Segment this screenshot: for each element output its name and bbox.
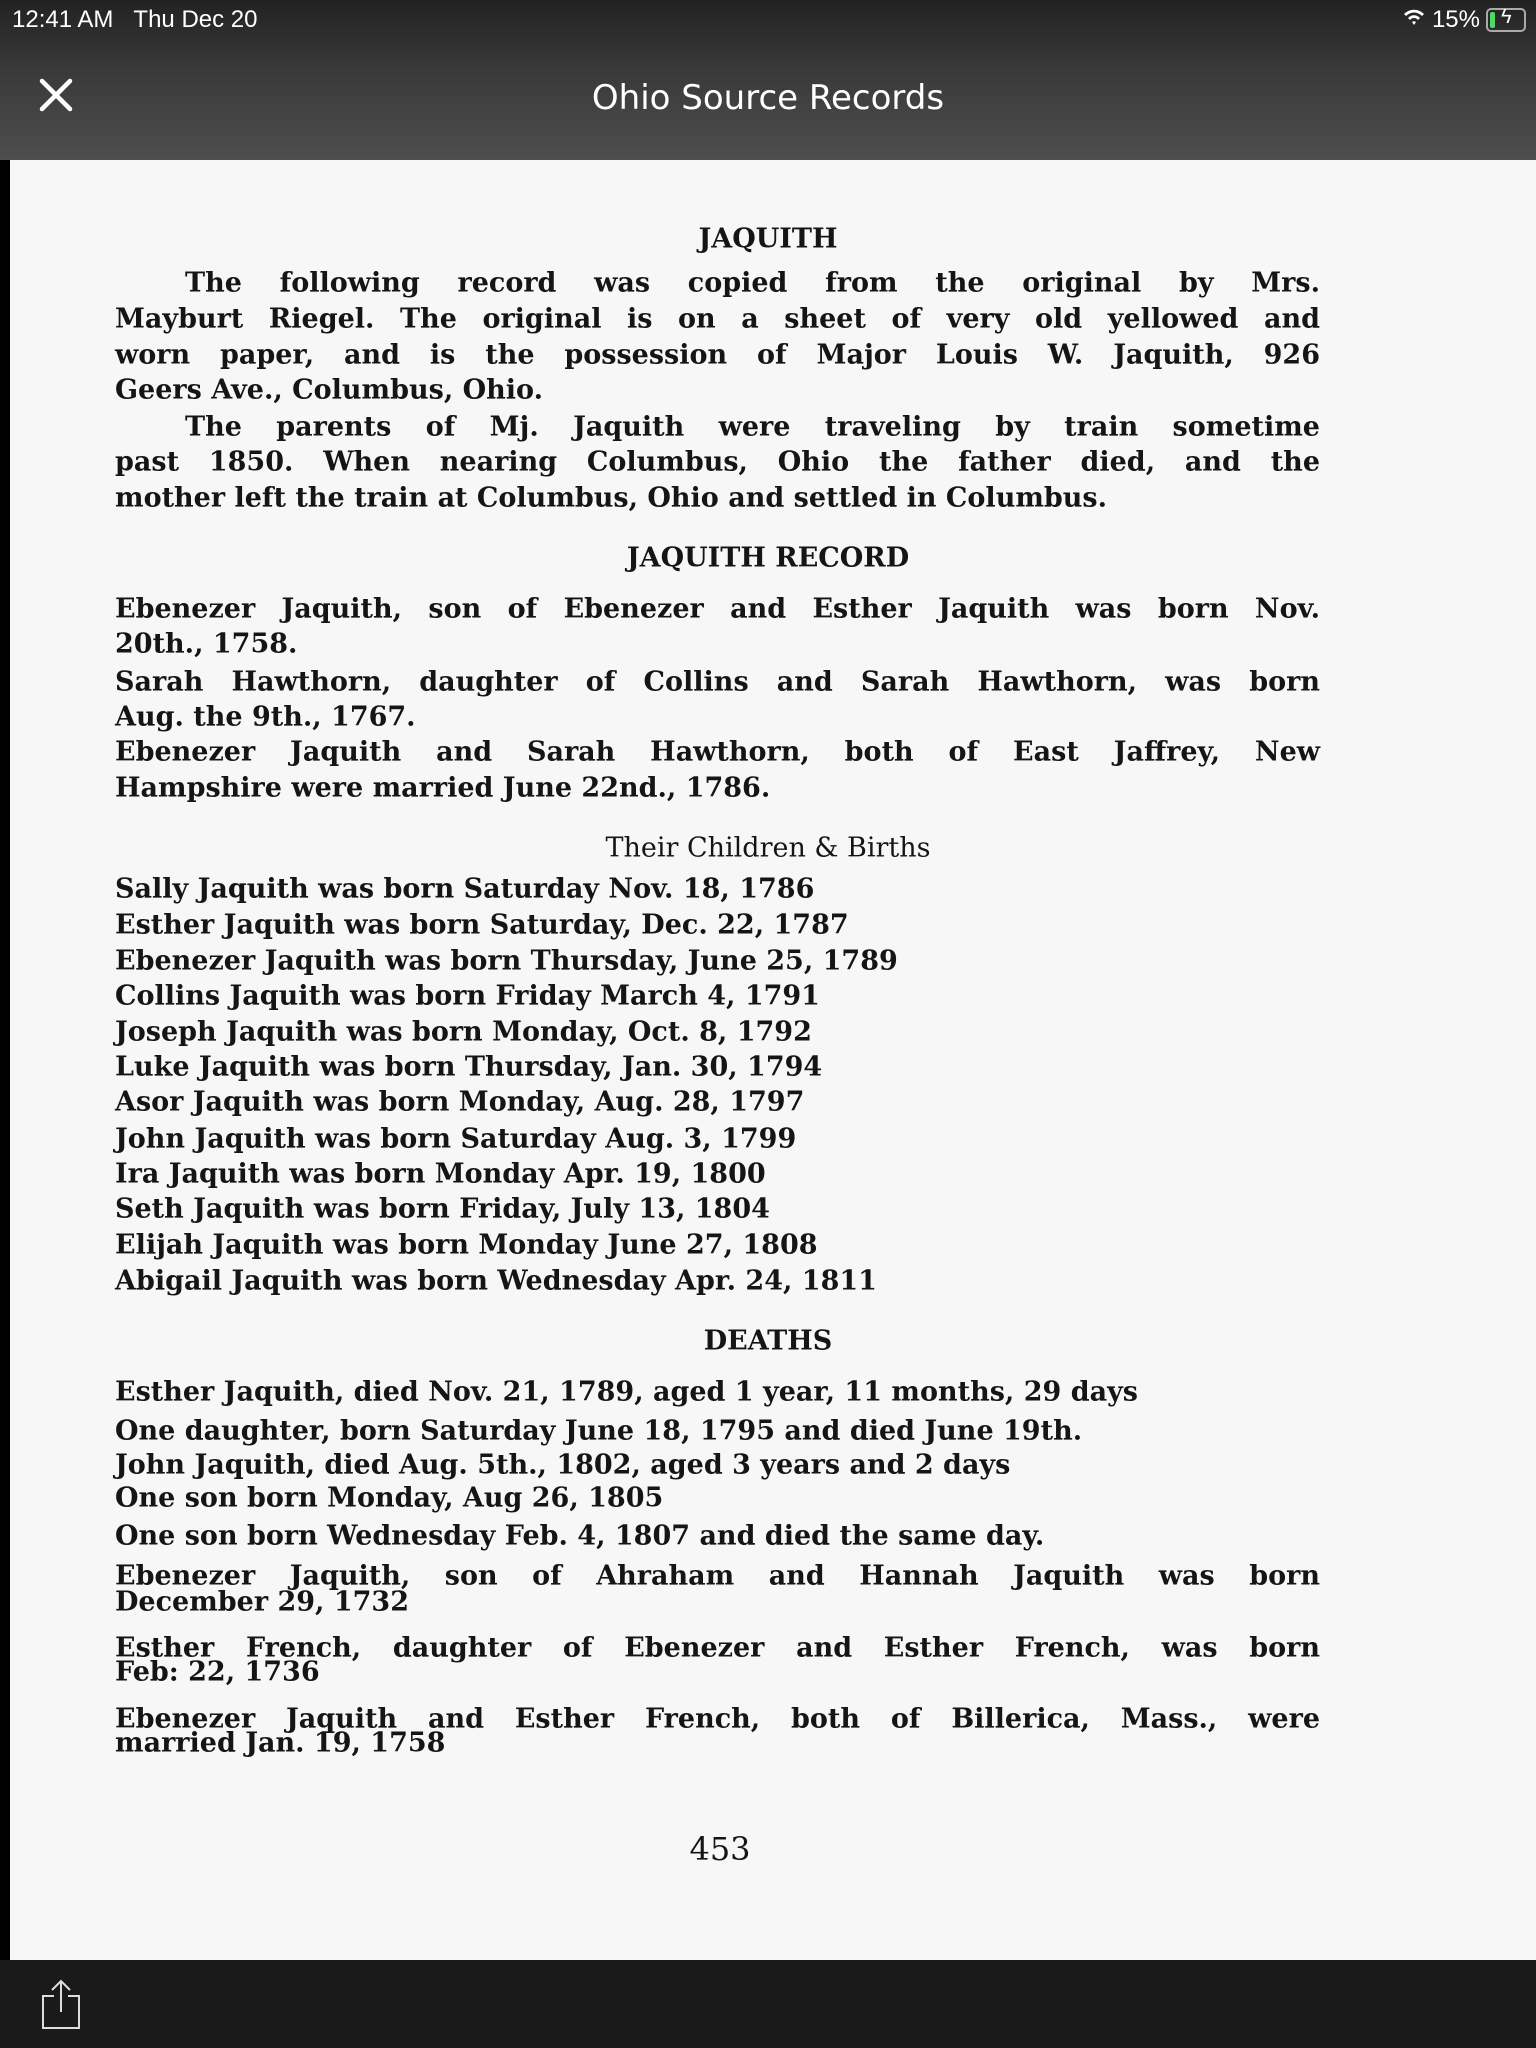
- share-button[interactable]: [40, 1978, 82, 2034]
- child-line: Abigail Jaquith was born Wednesday Apr. 24, 1811: [115, 1265, 877, 1297]
- death-line: December 29, 1732: [115, 1586, 409, 1618]
- paragraph-line: worn paper, and is the possession of Major Louis W. Jaquith, 926: [115, 339, 1320, 371]
- heading-jaquith-record: JAQUITH RECORD: [626, 542, 910, 574]
- record-line: Ebenezer Jaquith and Sarah Hawthorn, both of East Jaffrey, New: [115, 736, 1320, 768]
- child-line: Ira Jaquith was born Monday Apr. 19, 1800: [115, 1158, 766, 1190]
- death-line: One son born Monday, Aug 26, 1805: [115, 1482, 664, 1514]
- death-line: Esther French, daughter of Ebenezer and Esther French, was born: [115, 1632, 1320, 1664]
- page-number: 453: [689, 1830, 751, 1868]
- heading-jaquith: JAQUITH: [698, 223, 838, 255]
- record-line: Ebenezer Jaquith, son of Ebenezer and Esther Jaquith was born Nov.: [115, 593, 1320, 625]
- child-line: Collins Jaquith was born Friday March 4, 1791: [115, 980, 820, 1012]
- paragraph-line: past 1850. When nearing Columbus, Ohio the father died, and the: [115, 446, 1320, 478]
- battery-percent: 15%: [1431, 6, 1480, 33]
- wifi-icon: [1402, 6, 1426, 34]
- share-icon: [40, 1978, 82, 2030]
- paragraph-line: Geers Ave., Columbus, Ohio.: [115, 374, 543, 406]
- child-line: Elijah Jaquith was born Monday June 27, 1808: [115, 1229, 818, 1261]
- death-line: Feb: 22, 1736: [115, 1656, 320, 1688]
- child-line: Luke Jaquith was born Thursday, Jan. 30, 1794: [115, 1051, 823, 1083]
- bottom-toolbar: [0, 1960, 1536, 2048]
- heading-deaths: DEATHS: [703, 1325, 833, 1357]
- record-line: Aug. the 9th., 1767.: [115, 701, 416, 733]
- paragraph-line: Mayburt Riegel. The original is on a sheet of very old yellowed and: [115, 303, 1320, 335]
- child-line: Seth Jaquith was born Friday, July 13, 1804: [115, 1193, 770, 1225]
- child-line: Esther Jaquith was born Saturday, Dec. 22, 1787: [115, 909, 849, 941]
- death-line: Ebenezer Jaquith and Esther French, both of Billerica, Mass., were: [115, 1703, 1320, 1735]
- death-line: married Jan. 19, 1758: [115, 1727, 446, 1759]
- paragraph-line: The following record was copied from the original by Mrs.: [185, 267, 1320, 299]
- record-line: Hampshire were married June 22nd., 1786.: [115, 772, 771, 804]
- battery-charging-icon: ϟ: [1486, 8, 1526, 32]
- top-bar: [0, 0, 1536, 160]
- paragraph-line: The parents of Mj. Jaquith were traveling by train sometime: [185, 411, 1320, 443]
- child-line: Asor Jaquith was born Monday, Aug. 28, 1797: [115, 1086, 805, 1118]
- page-title: Ohio Source Records: [591, 78, 945, 118]
- death-line: Ebenezer Jaquith, son of Ahraham and Hannah Jaquith was born: [115, 1560, 1320, 1592]
- death-line: One daughter, born Saturday June 18, 1795 and died June 19th.: [115, 1415, 1083, 1447]
- heading-children-births: Their Children & Births: [605, 832, 931, 864]
- record-line: Sarah Hawthorn, daughter of Collins and Sarah Hawthorn, was born: [115, 666, 1320, 698]
- record-line: 20th., 1758.: [115, 628, 298, 660]
- death-line: One son born Wednesday Feb. 4, 1807 and died the same day.: [115, 1520, 1045, 1552]
- status-date: Thu Dec 20: [133, 6, 258, 33]
- death-line: Esther Jaquith, died Nov. 21, 1789, aged 1 year, 11 months, 29 days: [115, 1376, 1138, 1408]
- child-line: Ebenezer Jaquith was born Thursday, June 25, 1789: [115, 945, 898, 977]
- death-line: John Jaquith, died Aug. 5th., 1802, aged 3 years and 2 days: [115, 1449, 1011, 1481]
- status-time: 12:41 AM: [12, 6, 114, 33]
- status-indicators: [1402, 6, 1526, 34]
- child-line: Joseph Jaquith was born Monday, Oct. 8, 1792: [115, 1016, 812, 1048]
- status-time-date: [12, 6, 258, 34]
- paragraph-line: mother left the train at Columbus, Ohio and settled in Columbus.: [115, 482, 1107, 514]
- child-line: Sally Jaquith was born Saturday Nov. 18, 1786: [115, 873, 815, 905]
- child-line: John Jaquith was born Saturday Aug. 3, 1799: [115, 1123, 797, 1155]
